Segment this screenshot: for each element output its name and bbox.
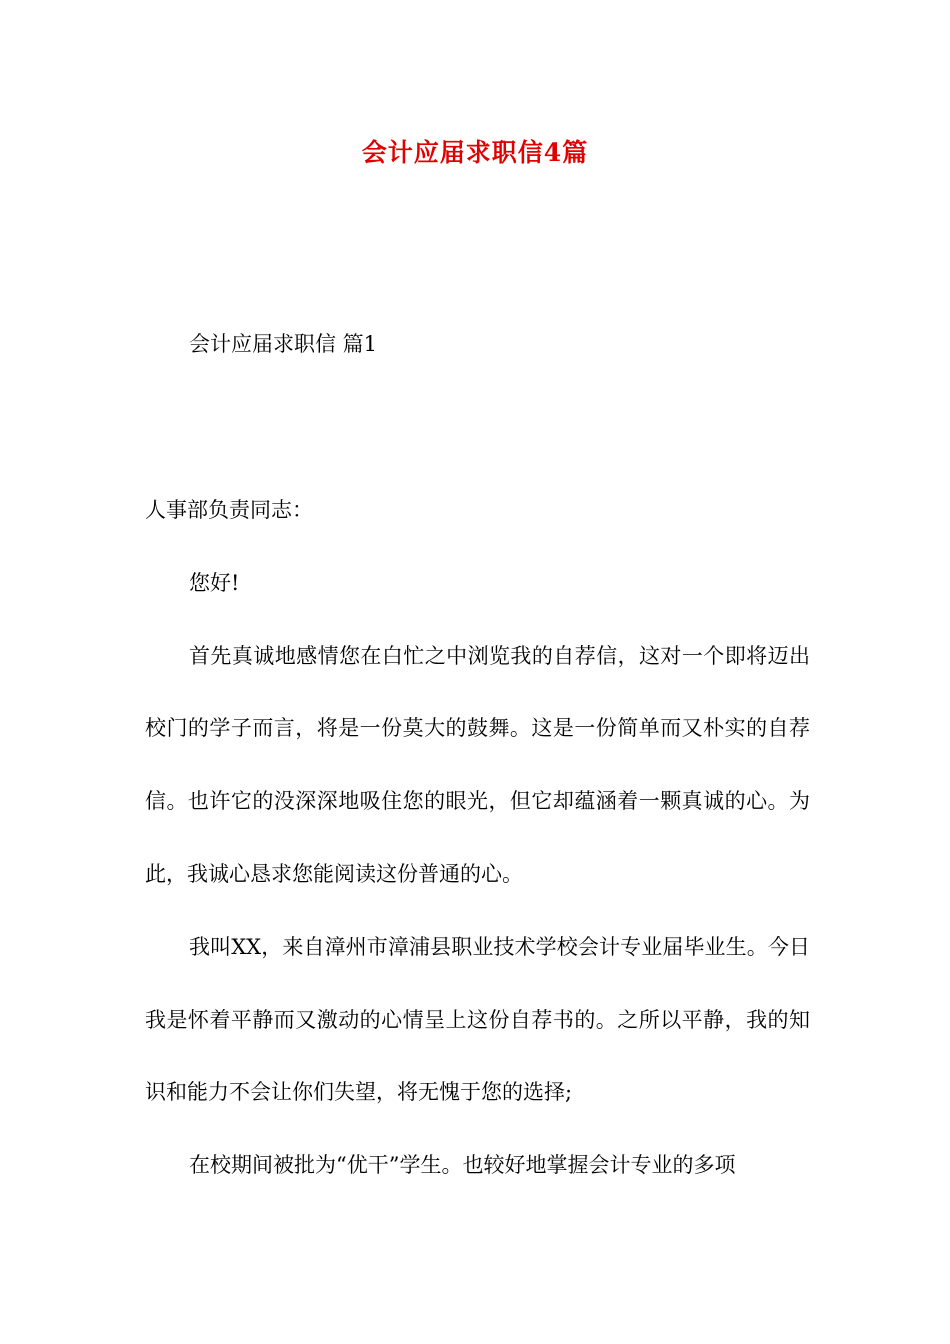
paragraph: 首先真诚地感情您在白忙之中浏览我的自荐信，这对一个即将迈出校门的学子而言，将是一份莫大的鼓舞。这是一份简单而又朴实的自荐信。也许它的没深深地吸住您的眼光，但它却蕴涵着一颗真诚的心。为此，我诚心恳求您能阅读这份普通的心。 (145, 643, 810, 886)
section-heading: 会计应届求职信 篇1 (189, 332, 378, 356)
salutation: 人事部负责同志： (145, 498, 313, 522)
document-title: 会计应届求职信4篇 (361, 138, 589, 167)
paragraph: 我叫XX，来自漳州市漳浦县职业技术学校会计专业届毕业生。今日我是怀着平静而又激动的心情呈上这份自荐书的。之所以平静，我的知识和能力不会让你们失望，将无愧于您的选择; (145, 934, 810, 1105)
letter-body (145, 474, 810, 1202)
paragraph: 在校期间被批为“优干”学生。也较好地掌握会计专业的多项 (189, 1153, 736, 1178)
greeting: 您好! (189, 570, 240, 595)
